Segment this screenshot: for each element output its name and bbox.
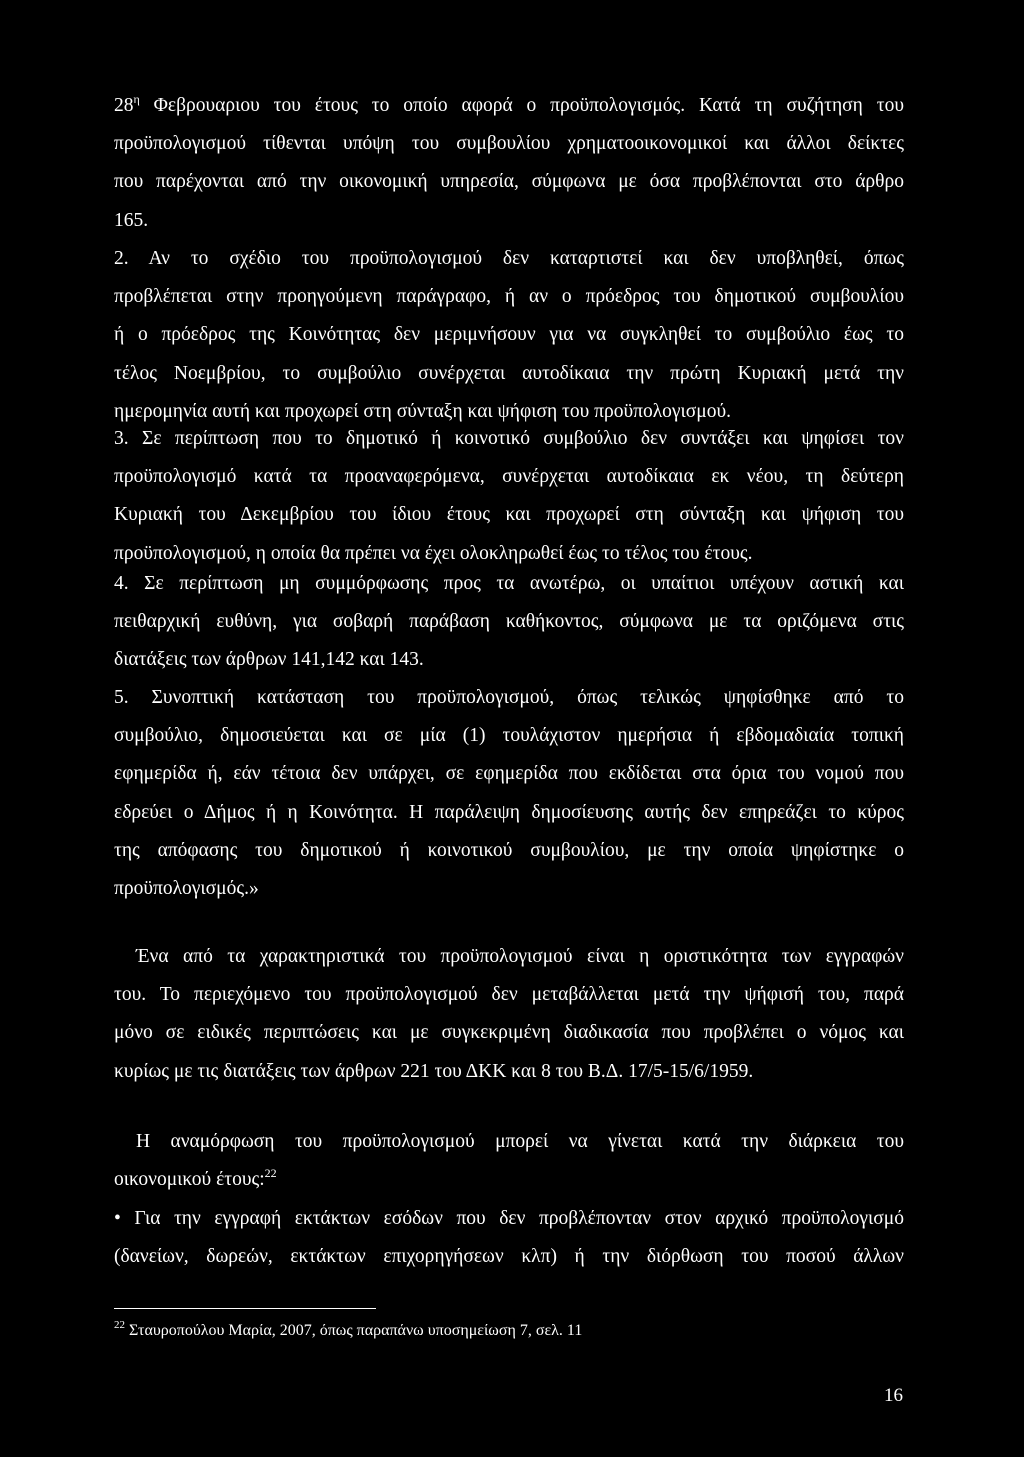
body-paragraph-2 <box>114 1123 904 1199</box>
article-paragraph-4 <box>114 565 904 680</box>
footnote-divider <box>114 1308 376 1309</box>
text-line: διατάξεις των άρθρων 141,142 και 143. <box>114 649 424 671</box>
text-line: μόνο σε ειδικές περιπτώσεις και με συγκεκριμένη διαδικασία που προβλέπει ο νόμος και <box>114 1022 904 1044</box>
text-line: εδρεύει ο Δήμος ή η Κοινότητα. Η παράλειψη δημοσίευσης αυτής δεν επηρεάζει το κύρος <box>114 801 904 823</box>
text-line: 5. Συνοπτική κατάσταση του προϋπολογισμού, όπως τελικώς ψηφίσθηκε από το <box>114 687 904 708</box>
text-line: 165. <box>114 209 149 231</box>
text-line: της απόφασης του δημοτικού ή κοινοτικού συμβουλίου, με την οποία ψηφίστηκε ο <box>114 839 904 861</box>
text-line: τέλος Νοεμβρίου, το συμβούλιο συνέρχεται αυτοδίκαια την πρώτη Κυριακή μετά την <box>114 362 904 384</box>
footnote-reference[interactable]: 22 <box>264 1166 277 1181</box>
text-line: προϋπολογισμό κατά τα προαναφερόμενα, συνέρχεται αυτοδίκαια εκ νέου, τη δεύτερη <box>114 466 904 488</box>
bullet-icon: • <box>114 1208 121 1229</box>
article-paragraph-3 <box>114 420 904 573</box>
text-line: 2. Αν το σχέδιο του προϋπολογισμού δεν καταρτιστεί και δεν υποβληθεί, όπως <box>114 248 904 269</box>
body-paragraph-1 <box>114 938 904 1091</box>
text-line: συμβούλιο, δημοσιεύεται και σε μία (1) τουλάχιστον ημερήσια ή εβδομαδιαία τοπική <box>114 725 904 747</box>
text-line: 4. Σε περίπτωση μη συμμόρφωσης προς τα ανωτέρω, οι υπαίτιοι υπέχουν αστική και <box>114 573 904 594</box>
article-paragraph-5 <box>114 679 904 908</box>
text-line: προϋπολογισμού, η οποία θα πρέπει να έχει ολοκληρωθεί έως το τέλος του έτους. <box>114 542 753 564</box>
text-line: ημερομηνία αυτή και προχωρεί στη σύνταξη και ψήφιση του προϋπολογισμού. <box>114 400 732 422</box>
text-line: Κυριακή του Δεκεμβρίου του ίδιου έτους και προχωρεί στη σύνταξη και ψήφιση του <box>114 504 904 526</box>
text-line: προϋπολογισμού τίθενται υπόψη του συμβουλίου χρηματοοικονομικοί και άλλοι δείκτες <box>114 133 904 155</box>
bullet-list-item <box>114 1200 904 1276</box>
text-line: κυρίως με τις διατάξεις των άρθρων 221 του ΔΚΚ και 8 του Β.Δ. 17/5-15/6/1959. <box>114 1060 754 1082</box>
article-paragraph-2 <box>114 240 904 431</box>
ordinal-superscript: η <box>133 92 140 106</box>
text-line: του. Το περιεχόμενο του προϋπολογισμού δεν μεταβάλλεται μετά την ψήφισή του, παρά <box>114 984 904 1006</box>
footnote-text: Σταυροπούλου Μαρία, 2007, όπως παραπάνω υποσημείωση 7, σελ. 11 <box>125 1322 583 1339</box>
text-line: προβλέπεται στην προηγούμενη παράγραφο, ή αν ο πρόεδρος του δημοτικού συμβουλίου <box>114 286 904 308</box>
top-paragraph <box>114 87 904 240</box>
text-line: Η αναμόρφωση του προϋπολογισμού μπορεί να γίνεται κατά την διάρκεια του <box>136 1131 904 1152</box>
text-line: $28^\eta$ Φεβρουαριου του έτους το οποίο αφορά ο προϋπολογισμός. Κατά τη συζήτηση του <box>114 92 904 116</box>
text-line: εφημερίδα ή, εάν τέτοια δεν υπάρχει, σε εφημερίδα που εκδίδεται στα όρια του νομού που <box>114 763 904 785</box>
page-number: 16 <box>884 1385 903 1406</box>
text-line: 3. Σε περίπτωση που το δημοτικό ή κοινοτικό συμβούλιο δεν συντάξει και ψηφίσει τον <box>114 428 904 449</box>
text-line: που παρέχονται από την οικονομική υπηρεσία, σύμφωνα με όσα προβλέπονται στο άρθρο <box>114 171 904 193</box>
text-line: οικονομικού έτους:$^{22}$ <box>114 1166 277 1191</box>
text-line: • Για την εγγραφή εκτάκτων εσόδων που δεν προβλέπονταν στον αρχικό προϋπολογισμό <box>114 1208 904 1229</box>
text-line: Ένα από τα χαρακτηριστικά του προϋπολογισμού είναι η οριστικότητα των εγγραφών <box>136 946 904 967</box>
text-line: ή ο πρόεδρος της Κοινότητας δεν μεριμνήσουν για να συγκληθεί το συμβούλιο έως το <box>114 324 904 346</box>
text-line: (δανείων, δωρεών, εκτάκτων επιχορηγήσεων κλπ) ή την διόρθωση του ποσού άλλων <box>114 1246 904 1268</box>
text-line: πειθαρχική ευθύνη, για σοβαρή παράβαση καθήκοντος, σύμφωνα με τα οριζόμενα στις <box>114 611 904 633</box>
footnote-number: 22 <box>114 1319 125 1331</box>
text-line: προϋπολογισμός.» <box>114 878 259 900</box>
footnote <box>114 1320 904 1342</box>
